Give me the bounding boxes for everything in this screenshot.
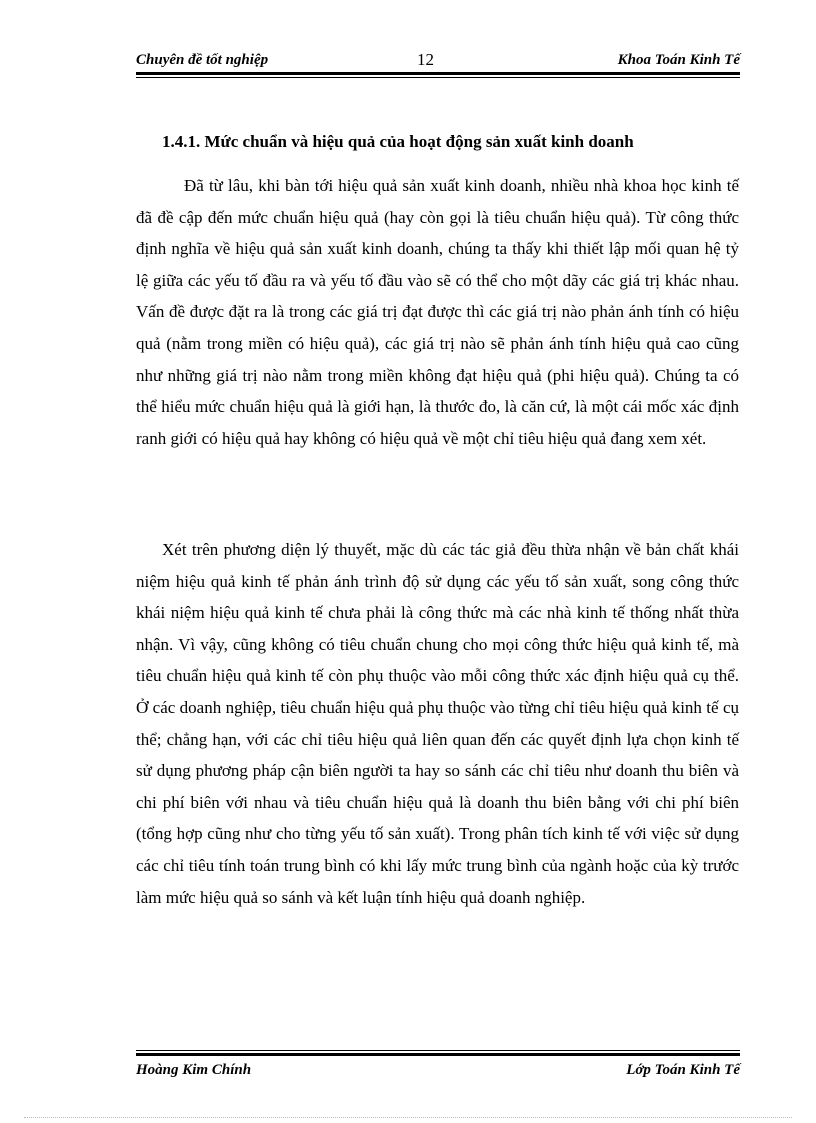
page-edge-divider (24, 1117, 792, 1118)
header-divider-thick (136, 72, 740, 75)
header-document-type: Chuyên đề tốt nghiệp (136, 52, 269, 68)
header-faculty: Khoa Toán Kinh Tế (617, 52, 740, 68)
page-footer (136, 1056, 740, 1080)
body-paragraph-1: Đã từ lâu, khi bàn tới hiệu quả sản xuất kinh doanh, nhiều nhà khoa học kinh tế đã đề cập đến mức chuẩn hiệu quả (hay còn gọi là tiêu chuẩn hiệu quả). Từ công thức định nghĩa về hiệu quả sản xuất kinh doanh, chúng ta thấy khi thiết lập mối quan hệ tỷ lệ giữa các yếu tố đầu ra và yếu tố đầu vào sẽ có thể cho một dãy các giá trị khác nhau. Vấn đề được đặt ra là trong các giá trị đạt được thì các giá trị nào phản ánh tính có hiệu quả (nằm trong miền có hiệu quả), các giá trị nào sẽ phản ánh tính hiệu quả cao cũng như những giá trị nào nằm trong miền không đạt hiệu quả (phi hiệu quả). Chúng ta có thể hiểu mức chuẩn hiệu quả là giới hạn, là thước đo, là căn cứ, là một cái mốc xác định ranh giới có hiệu quả hay không có hiệu quả về một chỉ tiêu hiệu quả đang xem xét. (136, 176, 739, 448)
footer-class: Lớp Toán Kinh Tế (626, 1062, 740, 1078)
section-heading: 1.4.1. Mức chuẩn và hiệu quả của hoạt động sản xuất kinh doanh (162, 132, 634, 151)
header-divider-thin (136, 77, 740, 78)
page-number: 12 (417, 50, 434, 69)
page-header (136, 48, 740, 72)
body-paragraph-2: Xét trên phương diện lý thuyết, mặc dù các tác giả đều thừa nhận về bản chất khái niệm hiệu quả kinh tế phản ánh trình độ sử dụng các yếu tố sản xuất, song công thức khái niệm hiệu quả kinh tế chưa phải là công thức mà các nhà kinh tế thống nhất thừa nhận. Vì vậy, cũng không có tiêu chuẩn chung cho mọi công thức hiệu quả kinh tế, mà tiêu chuẩn hiệu quả kinh tế còn phụ thuộc vào mỗi công thức xác định hiệu quả cụ thể. Ở các doanh nghiệp, tiêu chuẩn hiệu quả phụ thuộc vào từng chỉ tiêu hiệu quả kinh tế cụ thể; chẳng hạn, với các chỉ tiêu hiệu quả liên quan đến các quyết định lựa chọn kinh tế sử dụng phương pháp cận biên người ta hay so sánh các chỉ tiêu như doanh thu biên và chi phí biên với nhau và tiêu chuẩn hiệu quả là doanh thu biên bằng với chi phí biên (tổng hợp cũng như cho từng yếu tố sản xuất). Trong phân tích kinh tế với việc sử dụng các chỉ tiêu tính toán trung bình có khi lấy mức trung bình của ngành hoặc của kỳ trước làm mức hiệu quả so sánh và kết luận tính hiệu quả doanh nghiệp. (136, 540, 739, 907)
footer-divider-thin (136, 1050, 740, 1051)
footer-author: Hoàng Kim Chính (136, 1062, 252, 1078)
